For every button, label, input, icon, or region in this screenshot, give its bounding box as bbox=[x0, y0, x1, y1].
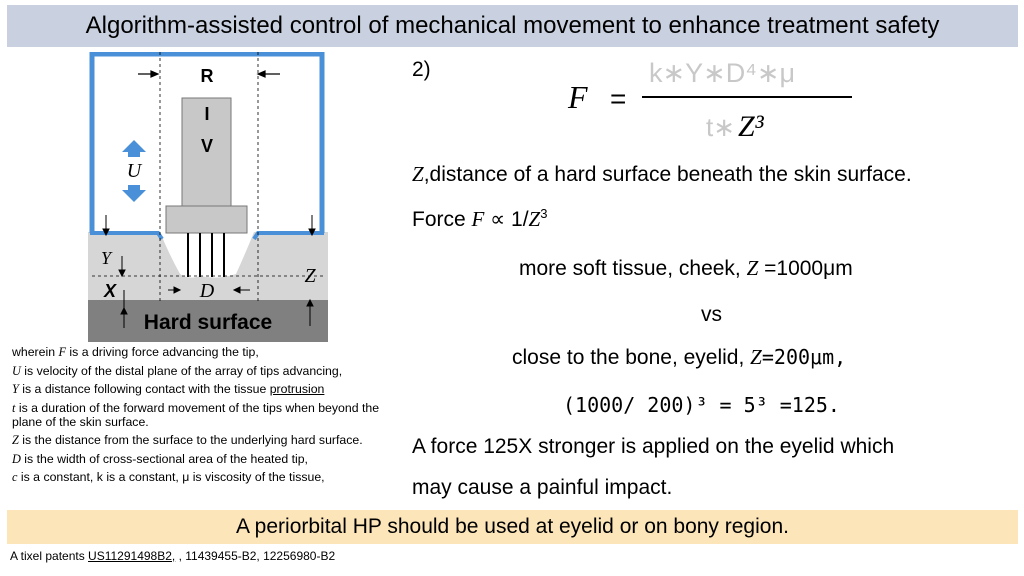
legend-item: t is a duration of the forward movement of the tips when beyond the plane of the skin surface. bbox=[12, 400, 380, 429]
bone-line: close to the bone, eyelid, Z=200μm, bbox=[512, 345, 847, 369]
ratio-calculation: (1000/ 200)³ = 5³ =125. bbox=[563, 393, 840, 417]
label-d: D bbox=[199, 280, 215, 302]
patent-footer: A tixel patents US11291498B2, , 11439455-B2, 12256980-B2 bbox=[10, 549, 336, 563]
formula-lhs: F bbox=[568, 79, 588, 115]
equation-number: 2) bbox=[412, 58, 431, 81]
label-z: Z bbox=[304, 265, 316, 287]
device-diagram bbox=[88, 52, 328, 342]
tip-holder bbox=[166, 206, 247, 233]
vs-line: vs bbox=[701, 303, 722, 326]
legend-item: Y is a distance following contact with the tissue protrusion bbox=[12, 382, 325, 396]
conclusion-line-2: may cause a painful impact. bbox=[412, 476, 673, 499]
protrusion-link: protrusion bbox=[269, 382, 325, 396]
recommendation-banner bbox=[7, 510, 1018, 544]
formula-denominator-t: t∗ bbox=[706, 112, 736, 142]
hard-surface-label: Hard surface bbox=[143, 311, 273, 334]
label-u: U bbox=[126, 160, 142, 182]
legend-item: c is a constant, k is a constant, μ is viscosity of the tissue, bbox=[12, 470, 325, 484]
formula-denominator-z: Z³ bbox=[738, 110, 764, 143]
z-definition: Z,distance of a hard surface beneath the skin surface. bbox=[412, 162, 912, 186]
symbol-legend bbox=[12, 345, 392, 489]
label-i: I bbox=[204, 104, 210, 124]
force-proportionality: Force $F \propto 1/Z^3$ bbox=[412, 206, 548, 231]
label-v: V bbox=[200, 136, 214, 156]
slide-title: Algorithm-assisted control of mechanical movement to enhance treatment safety bbox=[85, 12, 940, 39]
label-r: R bbox=[200, 66, 214, 86]
legend-item: wherein F is a driving force advancing the tip, bbox=[12, 345, 259, 359]
conclusion-line-1: A force 125X stronger is applied on the eyelid which bbox=[412, 435, 895, 458]
recommendation-text: A periorbital HP should be used at eyelid or on bony region. bbox=[236, 515, 789, 538]
patent-link[interactable]: US11291498B2, bbox=[88, 549, 176, 563]
formula-numerator: k∗Y∗D⁴∗μ bbox=[649, 58, 796, 88]
soft-tissue-line: more soft tissue, cheek, Z =1000μm bbox=[519, 256, 853, 280]
legend-item: Z is the distance from the surface to the underlying hard surface. bbox=[12, 433, 363, 447]
label-x: X bbox=[103, 281, 117, 301]
label-y: Y bbox=[100, 248, 112, 268]
force-formula bbox=[560, 52, 860, 147]
formula-equals: = bbox=[610, 83, 627, 114]
legend-item: D is the width of cross-sectional area of the heated tip, bbox=[12, 451, 308, 466]
slide-title-bar bbox=[7, 5, 1018, 47]
legend-item: U is velocity of the distal plane of the array of tips advancing, bbox=[12, 363, 343, 378]
